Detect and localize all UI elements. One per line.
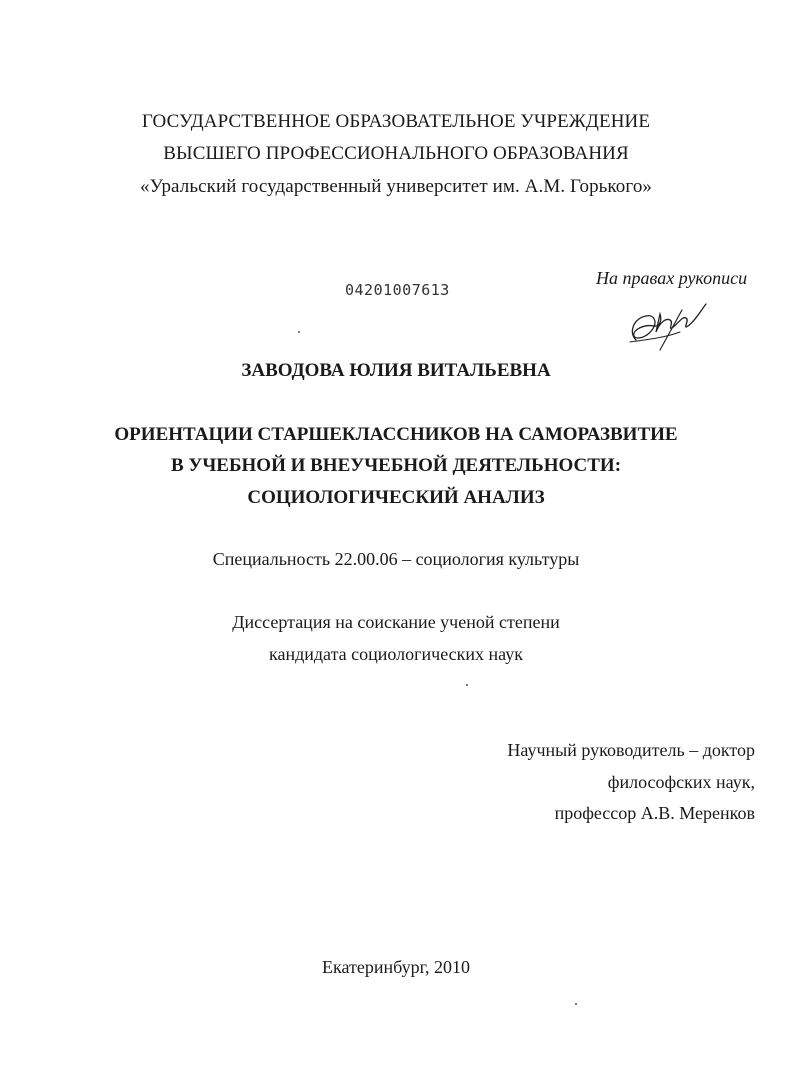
advisor-line-2: философских наук, — [607, 772, 755, 792]
dissertation-line-2: кандидата социологических наук — [269, 644, 523, 664]
rights-note: На правах рукописи — [596, 268, 748, 288]
institution-line-1: ГОСУДАРСТВЕННОЕ ОБРАЗОВАТЕЛЬНОЕ УЧРЕЖДЕНИЕ — [141, 111, 651, 132]
archive-number: 04201007613 — [345, 281, 450, 299]
dissertation-line-1: Диссертация на соискание ученой степени — [232, 612, 560, 632]
handwritten-signature — [624, 296, 710, 352]
institution-line-3: «Уральский государственный университет им. А.М. Горького» — [139, 176, 653, 197]
specialty: Специальность 22.00.06 – социология культуры — [212, 549, 580, 569]
author-name: ЗАВОДОВА ЮЛИЯ ВИТАЛЬЕВНА — [241, 360, 551, 381]
scan-speck — [466, 684, 468, 686]
title-line-3: СОЦИОЛОГИЧЕСКИЙ АНАЛИЗ — [247, 487, 545, 508]
place-year: Екатеринбург, 2010 — [322, 957, 470, 977]
advisor-line-1: Научный руководитель – доктор — [507, 740, 755, 760]
scan-speck — [575, 1003, 577, 1005]
scan-speck — [298, 331, 300, 333]
institution-line-2: ВЫСШЕГО ПРОФЕССИОНАЛЬНОГО ОБРАЗОВАНИЯ — [163, 143, 629, 164]
title-line-1: ОРИЕНТАЦИИ СТАРШЕКЛАССНИКОВ НА САМОРАЗВИТИЕ — [114, 424, 678, 445]
title-line-2: В УЧЕБНОЙ И ВНЕУЧЕБНОЙ ДЕЯТЕЛЬНОСТИ: — [170, 455, 622, 476]
advisor-line-3: профессор А.В. Меренков — [554, 803, 755, 823]
